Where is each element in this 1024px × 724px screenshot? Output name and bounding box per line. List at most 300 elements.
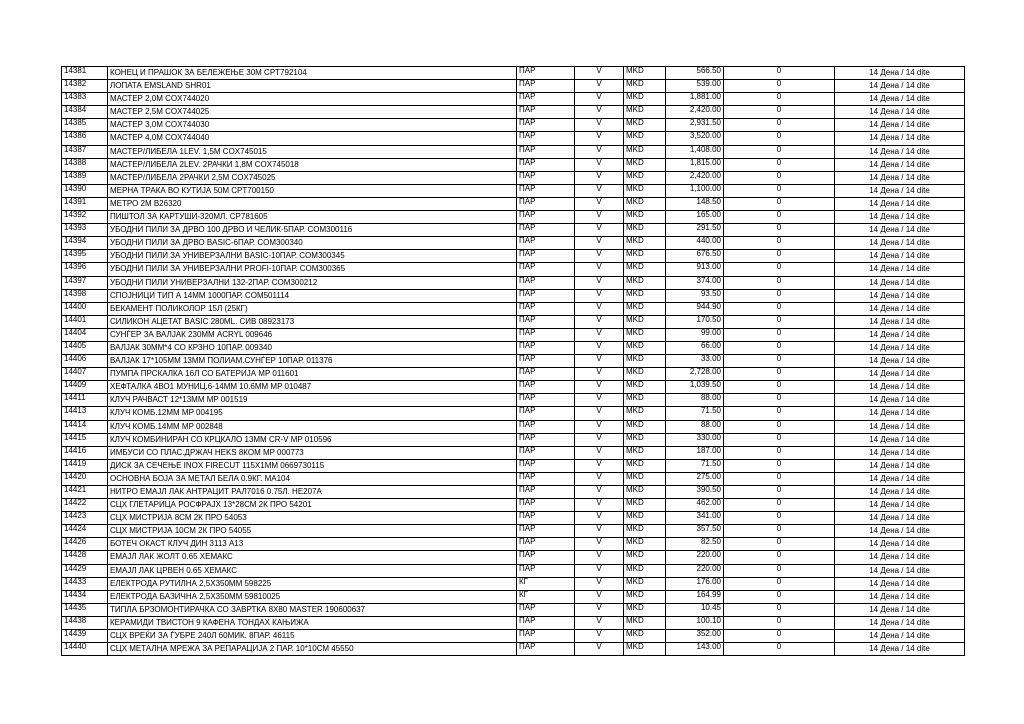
item-code-cell: 14400 [62,302,108,315]
delivery-term-cell-text: 14 Дена / 14 dite [869,434,930,444]
delivery-term-cell [835,394,965,407]
delivery-term-cell [835,420,965,433]
unit-cell: ПАР [517,616,575,629]
item-description-cell-text: МАСТЕР 2,5М COX744025 [110,107,210,117]
delivery-term-cell [835,250,965,263]
quantity-cell: 0 [724,381,835,394]
price-cell: 566.50 [666,67,724,80]
delivery-term-cell [835,132,965,145]
price-cell: 374.00 [666,276,724,289]
unit-cell: ПАР [517,486,575,499]
unit-cell: КГ [517,577,575,590]
delivery-term-cell-text: 14 Дена / 14 dite [869,133,930,143]
delivery-term-cell [835,433,965,446]
currency-cell: MKD [624,355,666,368]
currency-cell: MKD [624,80,666,93]
quantity-cell: 0 [724,459,835,472]
item-code-cell: 14389 [62,171,108,184]
item-code-cell: 14434 [62,590,108,603]
item-description-cell-text: МАСТЕР 3,0М COX744030 [110,120,210,130]
item-description-cell-text: УБОДНИ ПИЛИ УНИВЕРЗАЛНИ 132-2ПАР. COM300212 [110,277,318,287]
table-row [62,276,965,289]
delivery-term-cell-text: 14 Дена / 14 dite [869,473,930,483]
price-cell: 164.99 [666,590,724,603]
vat-flag-cell: V [575,486,624,499]
delivery-term-cell-text: 14 Дена / 14 dite [869,342,930,352]
item-description-cell [108,472,517,485]
item-description-cell-text: МАСТЕР/ЛИБЕЛА 2РАЧКИ 2,5М COX745025 [110,172,276,182]
item-code-cell: 14424 [62,525,108,538]
unit-cell: ПАР [517,525,575,538]
price-cell: 33.00 [666,355,724,368]
currency-cell: MKD [624,590,666,603]
item-description-cell-text: УБОДНИ ПИЛИ ЗА ДРВО BASIC-6ПАР. COM300340 [110,238,303,248]
delivery-term-cell [835,184,965,197]
item-description-cell [108,93,517,106]
delivery-term-cell [835,237,965,250]
item-description-cell [108,302,517,315]
delivery-term-cell-text: 14 Дена / 14 dite [869,146,930,156]
item-code-cell: 14391 [62,197,108,210]
item-description-cell-text: МЕТРО 2М B26320 [110,198,182,208]
vat-flag-cell: V [575,237,624,250]
price-cell: 275.00 [666,472,724,485]
currency-cell: MKD [624,302,666,315]
table-row [62,616,965,629]
item-code-cell: 14387 [62,145,108,158]
delivery-term-cell [835,289,965,302]
item-description-cell-text: УБОДНИ ПИЛИ ЗА УНИВЕРЗАЛНИ BASIC-10ПАР. COM300345 [110,251,345,261]
delivery-term-cell [835,590,965,603]
delivery-term-cell [835,224,965,237]
unit-cell: ПАР [517,276,575,289]
table-row [62,355,965,368]
delivery-term-cell-text: 14 Дена / 14 dite [869,120,930,130]
item-description-cell-text: СПОЈНИЦИ ТИП А 14ММ 1000ПАР. COM501114 [110,290,290,300]
delivery-term-cell [835,486,965,499]
delivery-term-cell [835,341,965,354]
delivery-term-cell-text: 14 Дена / 14 dite [869,94,930,104]
delivery-term-cell [835,211,965,224]
unit-cell: ПАР [517,407,575,420]
price-cell: 1,815.00 [666,158,724,171]
delivery-term-cell [835,368,965,381]
table-row [62,433,965,446]
item-description-cell [108,564,517,577]
item-description-cell-text: ВАЛЈАК 17*105ММ 13ММ ПОЛИАМ.СУНЃЕР 10ПАР. 011376 [110,356,333,366]
delivery-term-cell-text: 14 Дена / 14 dite [869,238,930,248]
table-row [62,446,965,459]
item-description-cell [108,368,517,381]
vat-flag-cell: V [575,643,624,656]
item-description-cell [108,224,517,237]
quantity-cell: 0 [724,315,835,328]
price-cell: 330.00 [666,433,724,446]
quantity-cell: 0 [724,263,835,276]
currency-cell: MKD [624,564,666,577]
table-row [62,486,965,499]
item-code-cell: 14405 [62,341,108,354]
delivery-term-cell-text: 14 Дена / 14 dite [869,356,930,366]
delivery-term-cell [835,355,965,368]
item-description-cell [108,407,517,420]
vat-flag-cell: V [575,67,624,80]
vat-flag-cell: V [575,93,624,106]
item-description-cell-text: ЛОПАТА EMSLAND SHR01 [110,81,211,91]
table-row [62,315,965,328]
delivery-term-cell-text: 14 Дена / 14 dite [869,604,930,614]
item-code-cell: 14420 [62,472,108,485]
delivery-term-cell-text: 14 Дена / 14 dite [869,316,930,326]
quantity-cell: 0 [724,302,835,315]
vat-flag-cell: V [575,119,624,132]
quantity-cell: 0 [724,525,835,538]
item-description-cell [108,328,517,341]
price-list-table [61,66,965,656]
currency-cell: MKD [624,289,666,302]
currency-cell: MKD [624,132,666,145]
price-cell: 143.00 [666,643,724,656]
item-description-cell [108,250,517,263]
item-description-cell-text: ЕМАЈЛ ЛАК ЖОЛТ 0.65 ХЕМАКС [110,552,233,562]
currency-cell: MKD [624,551,666,564]
table-row [62,407,965,420]
currency-cell: MKD [624,328,666,341]
currency-cell: MKD [624,394,666,407]
unit-cell: ПАР [517,643,575,656]
item-code-cell: 14393 [62,224,108,237]
item-code-cell: 14440 [62,643,108,656]
delivery-term-cell-text: 14 Дена / 14 dite [869,329,930,339]
table-row [62,145,965,158]
vat-flag-cell: V [575,590,624,603]
currency-cell: MKD [624,420,666,433]
price-cell: 1,881.00 [666,93,724,106]
unit-cell: ПАР [517,211,575,224]
currency-cell: MKD [624,197,666,210]
vat-flag-cell: V [575,512,624,525]
unit-cell: ПАР [517,499,575,512]
table-row [62,289,965,302]
currency-cell: MKD [624,276,666,289]
vat-flag-cell: V [575,276,624,289]
currency-cell: MKD [624,67,666,80]
table-row [62,93,965,106]
item-description-cell-text: ПУМПА ПРСКАЛКА 16Л СО БАТЕРИЈА MP 011601 [110,369,299,379]
price-cell: 2,931.50 [666,119,724,132]
item-description-cell-text: КЛУЧ РАЧВАСТ 12*13ММ MP 001519 [110,395,248,405]
price-cell: 913.00 [666,263,724,276]
price-cell: 187.00 [666,446,724,459]
delivery-term-cell-text: 14 Дена / 14 dite [869,172,930,182]
currency-cell: MKD [624,446,666,459]
item-description-cell [108,171,517,184]
item-description-cell-text: МАСТЕР/ЛИБЕЛА 1LEV. 1,5М COX745015 [110,146,267,156]
item-description-cell-text: КЕРАМИДИ ТВИСТОН 9 КАФЕНА ТОНДАХ КАЊИЖА [110,617,309,627]
item-description-cell-text: МЕРНА ТРАКА ВО КУТИЈА 50М CPT700150 [110,185,274,195]
vat-flag-cell: V [575,564,624,577]
currency-cell: MKD [624,93,666,106]
vat-flag-cell: V [575,302,624,315]
delivery-term-cell-text: 14 Дена / 14 dite [869,198,930,208]
vat-flag-cell: V [575,381,624,394]
table-row [62,184,965,197]
unit-cell: ПАР [517,603,575,616]
unit-cell: ПАР [517,433,575,446]
item-description-cell-text: СУНЃЕР ЗА ВАЛЈАК 230ММ ACRYL 009646 [110,329,273,339]
currency-cell: MKD [624,499,666,512]
delivery-term-cell [835,446,965,459]
unit-cell: ПАР [517,184,575,197]
item-description-cell-text: ХЕФТАЛКА 4ВО1 МУНИЦ.6-14ММ 10.6ММ MP 010487 [110,382,312,392]
quantity-cell: 0 [724,420,835,433]
item-description-cell [108,355,517,368]
delivery-term-cell [835,616,965,629]
item-code-cell: 14382 [62,80,108,93]
table-row [62,630,965,643]
delivery-term-cell [835,263,965,276]
unit-cell: ПАР [517,420,575,433]
delivery-term-cell-text: 14 Дена / 14 dite [869,68,930,77]
item-description-cell [108,630,517,643]
unit-cell: ПАР [517,237,575,250]
price-cell: 1,039.50 [666,381,724,394]
unit-cell: ПАР [517,355,575,368]
currency-cell: MKD [624,381,666,394]
quantity-cell: 0 [724,616,835,629]
quantity-cell: 0 [724,184,835,197]
item-description-cell [108,237,517,250]
delivery-term-cell-text: 14 Дена / 14 dite [869,421,930,431]
price-cell: 539.00 [666,80,724,93]
item-code-cell: 14411 [62,394,108,407]
quantity-cell: 0 [724,211,835,224]
currency-cell: MKD [624,472,666,485]
item-description-cell [108,577,517,590]
item-code-cell: 14421 [62,486,108,499]
quantity-cell: 0 [724,250,835,263]
delivery-term-cell-text: 14 Дена / 14 dite [869,277,930,287]
quantity-cell: 0 [724,341,835,354]
item-description-cell-text: БОТЕЧ ОКАСТ КЛУЧ ДИН 3113 А13 [110,539,244,549]
quantity-cell: 0 [724,486,835,499]
delivery-term-cell [835,171,965,184]
delivery-term-cell-text: 14 Дена / 14 dite [869,369,930,379]
item-description-cell-text: КЛУЧ КОМБИНИРАН СО КРЦКАЛО 13ММ CR-V MP 010596 [110,434,332,444]
unit-cell: ПАР [517,158,575,171]
currency-cell: MKD [624,407,666,420]
price-cell: 944.90 [666,302,724,315]
table-row [62,643,965,656]
item-description-cell-text: ЕЛЕКТРОДА БАЗИЧНА 2,5Х350ММ 59810025 [110,591,281,601]
item-description-cell [108,394,517,407]
item-description-cell [108,145,517,158]
table-row [62,368,965,381]
item-code-cell: 14438 [62,616,108,629]
unit-cell: ПАР [517,630,575,643]
item-description-cell [108,616,517,629]
item-description-cell [108,603,517,616]
quantity-cell: 0 [724,643,835,656]
vat-flag-cell: V [575,616,624,629]
item-code-cell: 14390 [62,184,108,197]
quantity-cell: 0 [724,197,835,210]
quantity-cell: 0 [724,368,835,381]
currency-cell: MKD [624,145,666,158]
delivery-term-cell-text: 14 Дена / 14 dite [869,447,930,457]
delivery-term-cell-text: 14 Дена / 14 dite [869,159,930,169]
currency-cell: MKD [624,106,666,119]
item-description-cell [108,512,517,525]
unit-cell: ПАР [517,394,575,407]
currency-cell: MKD [624,368,666,381]
delivery-term-cell [835,512,965,525]
price-cell: 3,520.00 [666,132,724,145]
item-description-cell [108,590,517,603]
unit-cell: ПАР [517,93,575,106]
vat-flag-cell: V [575,224,624,237]
unit-cell: ПАР [517,224,575,237]
price-cell: 100.10 [666,616,724,629]
unit-cell: ПАР [517,289,575,302]
delivery-term-cell [835,538,965,551]
quantity-cell: 0 [724,590,835,603]
quantity-cell: 0 [724,289,835,302]
quantity-cell: 0 [724,119,835,132]
delivery-term-cell [835,630,965,643]
currency-cell: MKD [624,119,666,132]
quantity-cell: 0 [724,67,835,80]
quantity-cell: 0 [724,472,835,485]
quantity-cell: 0 [724,224,835,237]
item-description-cell-text: КЛУЧ КОМБ.12ММ MP 004195 [110,408,223,418]
unit-cell: ПАР [517,328,575,341]
unit-cell: ПАР [517,106,575,119]
table-row [62,197,965,210]
quantity-cell: 0 [724,564,835,577]
delivery-term-cell [835,407,965,420]
item-description-cell [108,263,517,276]
item-code-cell: 14433 [62,577,108,590]
item-code-cell: 14409 [62,381,108,394]
item-description-cell-text: ПИШТОЛ ЗА КАРТУШИ-320МЛ. CP781605 [110,212,268,222]
table-row [62,171,965,184]
item-description-cell-text: КЛУЧ КОМБ.14ММ MP 002848 [110,421,223,431]
item-description-cell-text: СЦХ МИСТРИЈА 10СМ 2К ПРО 54055 [110,526,252,536]
unit-cell: ПАР [517,368,575,381]
delivery-term-cell [835,158,965,171]
table-row [62,551,965,564]
unit-cell: ПАР [517,381,575,394]
price-cell: 176.00 [666,577,724,590]
delivery-term-cell-text: 14 Дена / 14 dite [869,81,930,91]
table-body [62,67,965,656]
quantity-cell: 0 [724,630,835,643]
item-description-cell [108,459,517,472]
item-description-cell [108,420,517,433]
delivery-term-cell [835,67,965,80]
quantity-cell: 0 [724,276,835,289]
item-code-cell: 14388 [62,158,108,171]
table-row [62,302,965,315]
delivery-term-cell [835,145,965,158]
unit-cell: ПАР [517,512,575,525]
item-code-cell: 14401 [62,315,108,328]
item-code-cell: 14395 [62,250,108,263]
vat-flag-cell: V [575,603,624,616]
quantity-cell: 0 [724,512,835,525]
vat-flag-cell: V [575,459,624,472]
quantity-cell: 0 [724,106,835,119]
delivery-term-cell-text: 14 Дена / 14 dite [869,644,930,654]
price-cell: 357.50 [666,525,724,538]
item-code-cell: 14406 [62,355,108,368]
vat-flag-cell: V [575,289,624,302]
currency-cell: MKD [624,538,666,551]
delivery-term-cell [835,577,965,590]
price-cell: 352.00 [666,630,724,643]
currency-cell: MKD [624,237,666,250]
quantity-cell: 0 [724,93,835,106]
table-row [62,237,965,250]
delivery-term-cell-text: 14 Дена / 14 dite [869,107,930,117]
price-cell: 676.50 [666,250,724,263]
item-description-cell [108,197,517,210]
vat-flag-cell: V [575,211,624,224]
item-description-cell-text: СЦХ ГЛЕТАРИЦА РОСФРАЈХ 13*28СМ 2К ПРО 54201 [110,500,312,510]
item-code-cell: 14398 [62,289,108,302]
item-description-cell-text: МАСТЕР/ЛИБЕЛА 2LEV. 2РАЧКИ 1,8М COX745018 [110,159,299,169]
item-description-cell [108,499,517,512]
delivery-term-cell [835,603,965,616]
delivery-term-cell [835,551,965,564]
unit-cell: ПАР [517,551,575,564]
unit-cell: ПАР [517,197,575,210]
currency-cell: MKD [624,616,666,629]
item-description-cell [108,341,517,354]
vat-flag-cell: V [575,197,624,210]
table-row [62,224,965,237]
table-row [62,106,965,119]
vat-flag-cell: V [575,407,624,420]
delivery-term-cell [835,564,965,577]
table-row [62,525,965,538]
unit-cell: ПАР [517,132,575,145]
quantity-cell: 0 [724,499,835,512]
delivery-term-cell-text: 14 Дена / 14 dite [869,565,930,575]
price-cell: 88.00 [666,420,724,433]
delivery-term-cell [835,302,965,315]
item-code-cell: 14392 [62,211,108,224]
delivery-term-cell [835,93,965,106]
price-cell: 1,100.00 [666,184,724,197]
currency-cell: MKD [624,643,666,656]
table-row [62,328,965,341]
item-description-cell-text: ВАЛЈАК 30ММ*4 СО КРЗНО 10ПАР. 009340 [110,342,272,352]
quantity-cell: 0 [724,80,835,93]
currency-cell: MKD [624,486,666,499]
table-row [62,67,965,80]
item-code-cell: 14397 [62,276,108,289]
currency-cell: MKD [624,512,666,525]
delivery-term-cell [835,328,965,341]
vat-flag-cell: V [575,433,624,446]
price-cell: 2,420.00 [666,106,724,119]
vat-flag-cell: V [575,250,624,263]
currency-cell: MKD [624,315,666,328]
delivery-term-cell-text: 14 Дена / 14 dite [869,225,930,235]
delivery-term-cell-text: 14 Дена / 14 dite [869,408,930,418]
